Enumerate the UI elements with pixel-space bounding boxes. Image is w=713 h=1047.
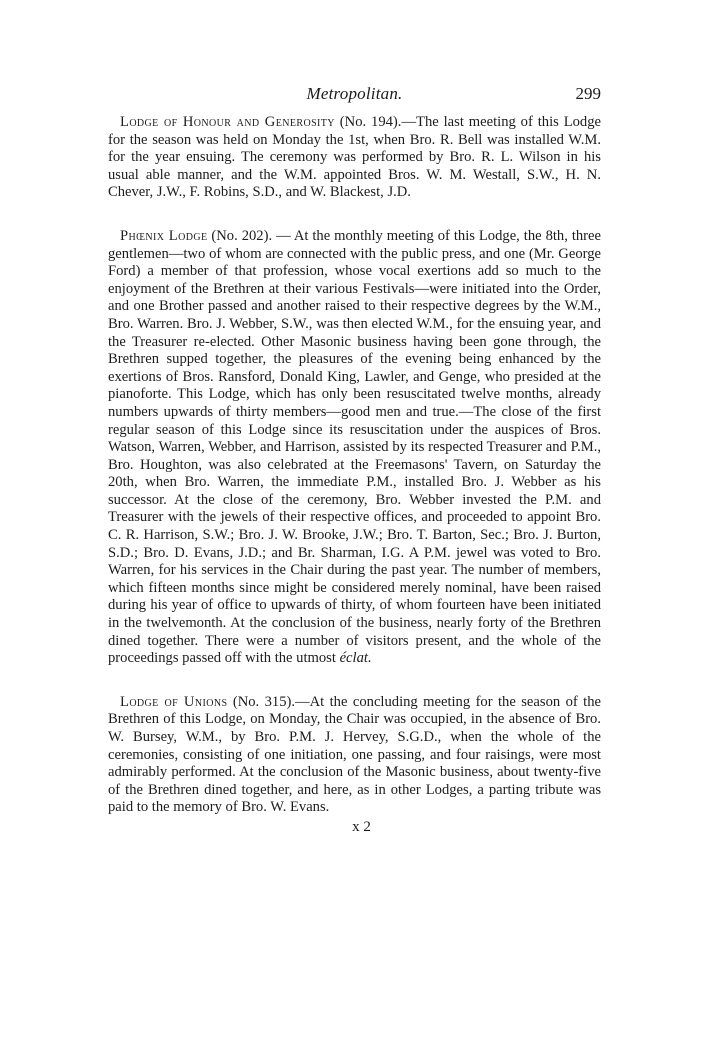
page-number: 299 (575, 84, 601, 103)
article-body: (No. 315).—At the concluding meeting for the season of the Brethren of this Lodge, on Monday, the Chair was occupied, in the absence of Bro. W. Bursey, W.M., by Bro. P.M. J. Hervey, S.G.D., when the whole of the ceremonies, consisting of one initiation, one passing, and four raisings, were most admirably performed. At the conclusion of the Masonic business, about twenty-five of the Brethren dined together, and here, as in other Lodges, a parting tribute was paid to the memory of Bro. W. Evans. (108, 693, 601, 816)
article-heading: Lodge of Unions (120, 693, 228, 710)
article-body: (No. 202). — At the monthly meeting of this Lodge, the 8th, three gentlemen—two of whom are connected with the public press, and one (Mr. George Ford) a member of that profession, whose vocal exertions add so much to the enjoyment of the Brethren at their various Festivals—were initiated into the Order, and one Brother passed and another raised to their respective degrees by the W.M., Bro. Warren. Bro. J. Webber, S.W., was then elected W.M., for the ensuing year, and the Treasurer re-elected. Other Masonic business having been gone through, the Brethren supped together, the pleasures of the evening being enhanced by the exertions of Bros. Ransford, Donald King, Lawler, and Genge, who presided at the pianoforte. This Lodge, which has only been resuscitated twelve months, already numbers upwards of thirty members—good men and true.—The close of the first regular season of this Lodge since its resuscitation under the auspices of Bros. Watson, Warren, Webber, and Harrison, assisted by its respected Treasurer and P.M., Bro. Houghton, was also celebrated at the Freemasons' Tavern, on Saturday the 20th, when Bro. Warren, the immediate P.M., installed Bro. J. Webber as his successor. At the close of the ceremony, Bro. Webber invested the P.M. and Treasurer with the jewels of their respective offices, and proceeded to appoint Bro. C. R. Harrison, S.W.; Bro. J. W. Brooke, J.W.; Bro. T. Barton, Sec.; Bro. J. Burton, S.D.; Bro. D. Evans, J.D.; and Br. Sharman, I.G. A P.M. jewel was voted to Bro. Warren, for his services in the Chair during the past year. The number of members, which fifteen months since might be considered merely nominal, have been raised during his year of office to upwards of thirty, of whom fourteen have been initiated in the twelvemonth. At the conclusion of the business, nearly forty of the Brethren dined together. There were a number of visitors present, and the whole of the proceedings passed off with the utmost (108, 227, 601, 667)
article-heading: Lodge of Honour and Generosity (120, 114, 335, 130)
signature-mark: x 2 (352, 818, 371, 835)
running-title: Metropolitan. (306, 84, 403, 103)
article-body-italic: éclat. (339, 650, 372, 667)
article-body: (No. 194).—The last meeting of this Lodge for the season was held on Monday the 1st, when Bro. R. Bell was installed W.M. for the year ensuing. The ceremony was performed by Bro. R. L. Wilson in his usual able manner, and the W.M. appointed Bros. W. M. Westall, S.W., H. N. Chever, J.W., F. Robins, S.D., and W. Blackest, J.D. (108, 114, 601, 201)
page (108, 84, 601, 836)
article-lodge-of-honour (108, 114, 601, 202)
running-head (108, 84, 601, 110)
article-lodge-of-unions (108, 694, 601, 817)
article-heading: Phœnix Lodge (120, 227, 208, 244)
article-phoenix-lodge (108, 228, 601, 668)
